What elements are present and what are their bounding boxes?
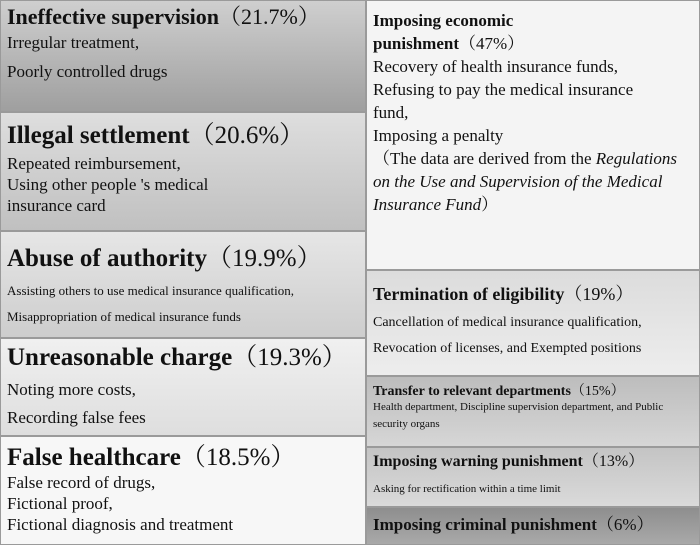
punishment-percent: （19%） (564, 284, 634, 304)
punishment-detail: Refusing to pay the medical insurance (373, 80, 634, 99)
category-percent: （21.7%） (219, 4, 320, 29)
category-detail: insurance card (7, 196, 106, 216)
punishment-percent: （15%） (570, 384, 625, 399)
punishment-detail: Imposing a penalty (373, 126, 504, 145)
punishment-detail: Revocation of licenses, and Exempted positions (373, 340, 642, 356)
category-illegal-settlement (0, 112, 366, 231)
category-detail: Noting more costs, (7, 380, 136, 400)
punishment-title: Imposing criminal punishment（6%） (373, 515, 654, 534)
punishment-title: Imposing economic punishment（47%） (373, 11, 525, 53)
punishment-title: Transfer to relevant departments（15%） (373, 384, 625, 399)
category-title: Abuse of authority（19.9%） (7, 245, 322, 272)
category-title: Unreasonable charge（19.3%） (7, 344, 347, 371)
punishment-detail: Health department, Discipline supervision department, and Public (373, 400, 664, 413)
category-title: Illegal settlement（20.6%） (7, 122, 305, 149)
punishment-detail: Cancellation of medical insurance qualification, (373, 314, 642, 330)
punishment-percent: （47%） (458, 34, 525, 53)
punishment-transfer-departments (366, 376, 700, 447)
category-detail: Using other people 's medical (7, 175, 209, 195)
category-false-healthcare (0, 436, 366, 545)
punishment-warning (366, 447, 700, 507)
category-title: Ineffective supervision（21.7%） (7, 4, 320, 29)
category-percent: （19.3%） (232, 344, 347, 371)
source-note: （The data are derived from the Regulations on the Use and Supervision of the Medical Insurance Fund） (373, 149, 678, 214)
punishment-detail: fund, (373, 103, 409, 122)
category-detail: Irregular treatment, (7, 33, 140, 53)
punishment-percent: （13%） (582, 453, 645, 470)
punishment-detail: Asking for rectification within a time limit (373, 482, 561, 495)
punishment-title: Imposing warning punishment（13%） (373, 453, 645, 470)
punishment-detail: security organs (373, 417, 440, 430)
category-percent: （20.6%） (189, 122, 305, 149)
punishment-criminal (366, 507, 700, 545)
punishment-detail: Recovery of health insurance funds, (373, 57, 618, 76)
category-detail: Misappropriation of medical insurance funds (7, 309, 241, 325)
category-title: False healthcare（18.5%） (7, 444, 296, 471)
punishment-title: Termination of eligibility（19%） (373, 284, 634, 304)
category-ineffective-supervision (0, 0, 366, 112)
category-detail: Recording false fees (7, 408, 146, 428)
category-detail: Poorly controlled drugs (7, 62, 168, 82)
category-percent: （18.5%） (180, 444, 296, 471)
category-detail: Fictional diagnosis and treatment (7, 515, 234, 535)
category-unreasonable-charge (0, 338, 366, 436)
category-detail: Assisting others to use medical insurance qualification, (7, 283, 295, 299)
category-detail: Repeated reimbursement, (7, 154, 181, 174)
category-percent: （19.9%） (207, 245, 322, 272)
punishment-economic (366, 0, 700, 270)
punishment-termination-of-eligibility (366, 270, 700, 376)
category-detail: Fictional proof, (7, 494, 113, 514)
category-abuse-of-authority (0, 231, 366, 338)
punishment-percent: （6%） (596, 515, 654, 534)
category-detail: False record of drugs, (7, 473, 156, 493)
